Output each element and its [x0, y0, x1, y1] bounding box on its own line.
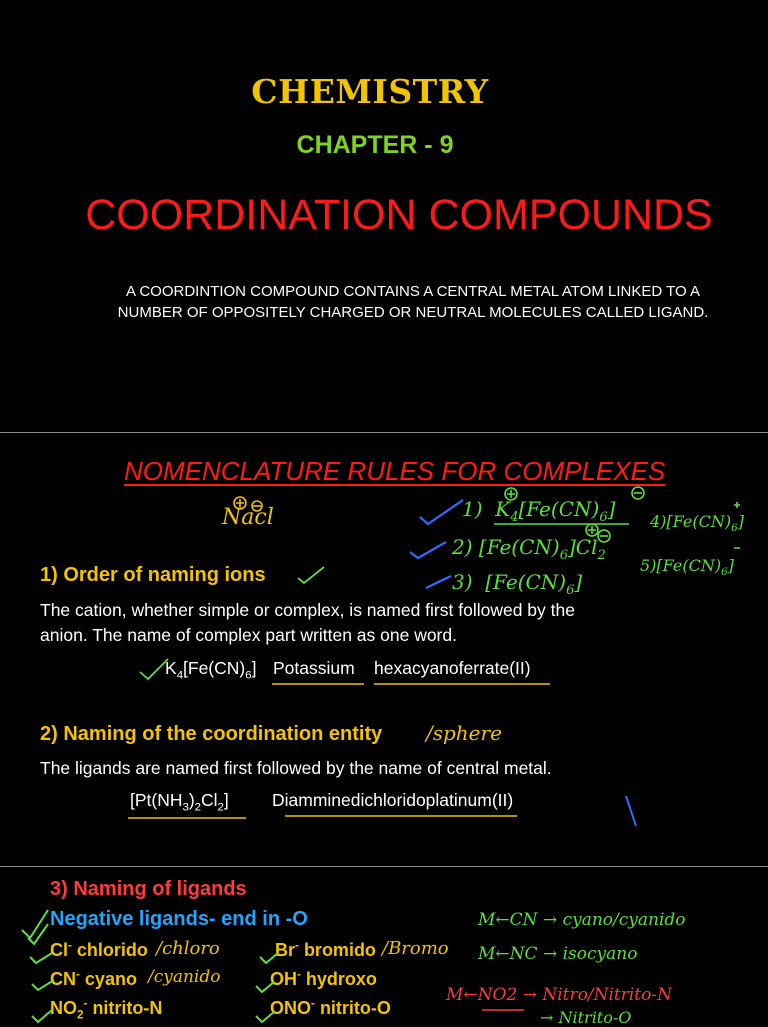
definition-line-2: NUMBER OF OPPOSITELY CHARGED OR NEUTRAL MOLECULES CALLED LIGAND. — [117, 304, 709, 321]
rule1-heading: 1) Order of naming ions — [40, 564, 266, 586]
ligand-chloride: Cl- chlorido — [50, 939, 148, 960]
annotation-example-3: 3) $[Fe(CN)_6]$ — [452, 570, 583, 598]
annotation-example-1: 1) $K_4[Fe(CN)_6]$ — [462, 497, 616, 525]
sphere-annotation: /sphere — [426, 721, 502, 745]
annotation-example-2: 2) $[Fe(CN)_6]Cl_2$ — [452, 535, 606, 563]
ligand-cyanide: CN- cyano — [50, 968, 137, 989]
definition-line-1: A COORDINTION COMPOUND CONTAINS A CENTRAL METAL ATOM LINKED TO A — [126, 283, 700, 300]
subject-heading: CHEMISTRY — [251, 72, 489, 111]
ligand-cyanide-note: /cyanido — [148, 967, 221, 987]
rule1-example-name-2: hexacyanoferrate(II) — [374, 658, 531, 678]
rule2-text: The ligands are named first followed by the name of central metal. — [40, 758, 552, 778]
rule2-underlines — [128, 816, 517, 818]
ligand-hydroxide: OH- hydroxo — [270, 968, 377, 989]
rule2-heading: 2) Naming of the coordination entity — [40, 723, 383, 745]
ligand-bromide-note: /Bromo — [382, 938, 449, 959]
rule1-text-line-1: The cation, whether simple or complex, is named first followed by the — [40, 600, 575, 620]
blue-stroke-mark — [626, 796, 636, 826]
rule1-text-line-2: anion. The name of complex part written as one word. — [40, 625, 457, 645]
annotation-example-4: $4)[Fe(CN)_6]$ — [650, 512, 744, 535]
annotation-m-cn: M←CN → cyano/cyanido — [478, 910, 686, 930]
nacl-annotation: Nacl — [222, 505, 274, 530]
ligand-nitrite-n: $NO_2^-$ nitrito-N — [50, 997, 163, 1022]
rule1-example-name-1: Potassium — [273, 658, 355, 678]
rule1-example-formula: $K_4[Fe(CN)_6]$ — [165, 658, 257, 682]
annotation-example-5: $5)[Fe(CN)_6]$ — [640, 556, 734, 579]
ligands-subheading: Negative ligands- end in -O — [50, 908, 308, 930]
annotation-m-no2: M←NO2 → Nitro/Nitrito-N — [446, 985, 672, 1005]
annotation-m-nc: M←NC → isocyano — [478, 944, 638, 964]
annotation-m-ono: → Nitrito-O — [540, 1008, 632, 1027]
ligands-heading: 3) Naming of ligands — [50, 878, 247, 900]
chapter-label: CHAPTER - 9 — [296, 131, 454, 159]
slide-divider-2 — [0, 866, 768, 867]
main-title: COORDINATION COMPOUNDS — [85, 191, 713, 239]
nomenclature-title: NOMENCLATURE RULES FOR COMPLEXES — [124, 456, 666, 486]
rule2-example-formula: $[Pt(NH_3)_2Cl_2]$ — [130, 790, 229, 814]
ligand-bromide: Br- bromido — [275, 939, 376, 960]
ligand-nitrite-o: ONO- nitrito-O — [270, 997, 391, 1018]
slide-divider — [0, 432, 768, 433]
rule2-example-name: Diamminedichloridoplatinum(II) — [272, 790, 514, 810]
ligand-chloride-note: /chloro — [156, 938, 220, 959]
